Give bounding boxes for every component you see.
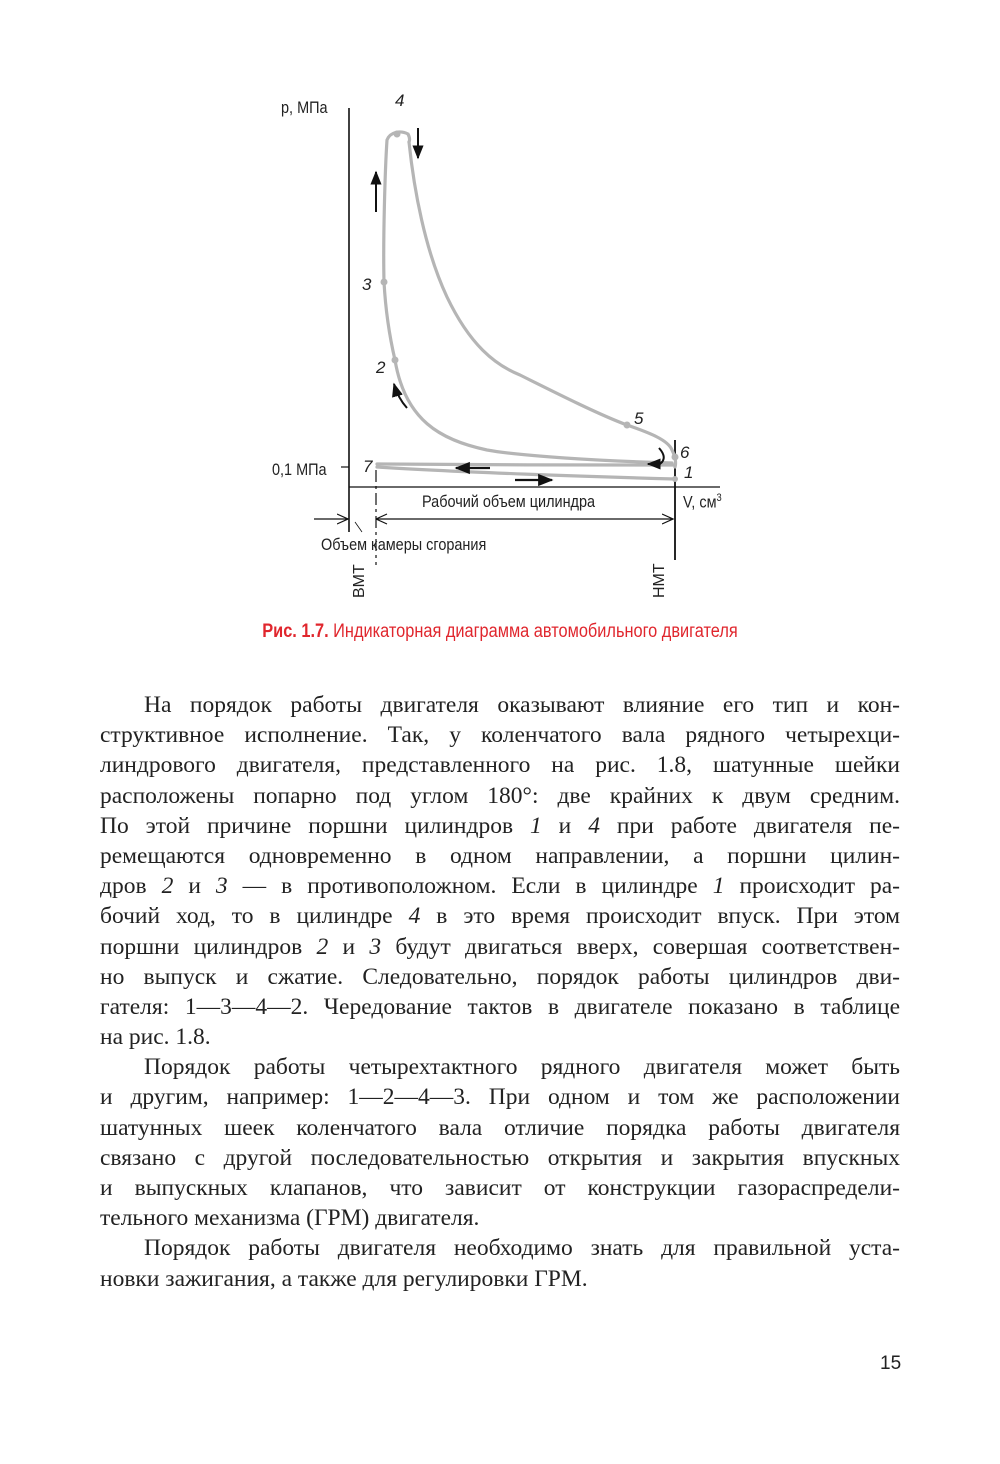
text-segment: По этой причине поршни цилиндров: [100, 812, 530, 839]
text-segment: и: [541, 812, 589, 839]
paragraph-line: [100, 1082, 900, 1112]
paragraph-line: [100, 750, 900, 780]
text-segment: структивное исполнение. Так, у коленчатого вала рядного четырехци-: [100, 722, 900, 749]
text-segment: тельного механизма (ГРМ) двигателя.: [100, 1205, 480, 1232]
compression-combustion-curve: [384, 132, 672, 463]
text-segment: шатунных шеек коленчатого вала отличие порядка работы двигателя: [100, 1114, 900, 1141]
text-segment: и: [173, 873, 216, 900]
paragraph-line: [100, 811, 900, 841]
italic-number: 2: [161, 873, 174, 900]
paragraph-line: [100, 1233, 900, 1263]
paragraph-line: [100, 1203, 900, 1233]
paragraph-line: [100, 1264, 900, 1294]
point-label-4: 4: [395, 91, 405, 110]
text-segment: связано с другой последовательностью открытия и закрытия впускных: [100, 1144, 900, 1171]
pressure-tick-label: 0,1 МПа: [272, 460, 327, 479]
text-segment: и выпускных клапанов, что зависит от конструкции газораспредели-: [100, 1175, 900, 1201]
text-segment: поршни цилиндров: [100, 933, 317, 960]
italic-number: 1: [529, 812, 542, 839]
indicator-diagram-figure: [0, 0, 1000, 620]
indicator-diagram: [0, 0, 1000, 620]
paragraph-line: [100, 1052, 900, 1082]
point-label-3: 3: [362, 275, 372, 294]
x-axis-label-sup: 3: [716, 492, 722, 504]
y-axis-label: p, МПа: [281, 98, 328, 117]
text-segment: Порядок работы четырехтактного рядного двигателя может быть: [144, 1054, 900, 1081]
body-text: [100, 690, 900, 1294]
paragraph-line: [100, 720, 900, 750]
paragraph-line: [100, 901, 900, 931]
italic-number: 2: [316, 933, 329, 960]
text-segment: при работе двигателя пе-: [599, 812, 900, 839]
bdc-label: НМТ: [651, 563, 668, 598]
working-volume-label: Рабочий объем цилиндра: [422, 492, 596, 511]
point-label-1: 1: [684, 463, 694, 482]
text-segment: линдрового двигателя, представленного на рис. 1.8, шатунные шейки: [100, 752, 900, 779]
x-axis-label: [683, 492, 722, 513]
paragraph-line: [100, 1173, 900, 1203]
point-label-2: 2: [376, 358, 386, 377]
italic-number: 4: [408, 903, 421, 930]
paragraph-line: [100, 992, 900, 1022]
figure-title: Индикаторная диаграмма автомобильного двигателя: [333, 621, 738, 642]
text-segment: происходит ра-: [724, 873, 900, 900]
paragraph-line: [100, 1022, 900, 1052]
text-segment: дров: [100, 873, 162, 900]
text-segment: расположены попарно под углом 180°: две крайних к двум средним.: [100, 782, 900, 809]
exhaust-line: [377, 464, 675, 465]
italic-number: 3: [369, 933, 382, 960]
cycle-points: [381, 131, 679, 483]
cycle-curve: [377, 132, 676, 479]
paragraph-line: [100, 841, 900, 871]
text-segment: бочий ход, то в цилиндре: [100, 903, 409, 930]
text-segment: Порядок работы двигателя необходимо знать для правильной уста-: [144, 1235, 900, 1262]
paragraph-line: [100, 932, 900, 962]
paragraph-line: [100, 962, 900, 992]
tdc-label: ВМТ: [351, 564, 368, 598]
paragraph-line: [100, 690, 900, 720]
text-segment: но выпуск и сжатие. Следовательно, порядок работы цилиндров дви-: [100, 963, 900, 990]
text-segment: На порядок работы двигателя оказывают влияние его тип и кон-: [144, 692, 900, 718]
x-axis-label-text: V, см: [683, 492, 717, 512]
italic-number: 3: [215, 873, 228, 900]
text-segment: на рис. 1.8.: [100, 1024, 211, 1051]
text-segment: гателя: 1—3—4—2. Чередование тактов в двигателе показано в таблице: [100, 993, 900, 1020]
text-segment: новки зажигания, а также для регулировки ГРМ.: [100, 1265, 588, 1292]
text-segment: ремещаются одновременно в одном направлении, а поршни цилин-: [100, 842, 900, 869]
text-segment: в это время происходит впуск. При этом: [420, 903, 900, 930]
paragraph-line: [100, 1143, 900, 1173]
chamber-volume-label: Объем камеры сгорания: [321, 535, 487, 554]
paragraph-line: [100, 781, 900, 811]
paragraph-line: [100, 1113, 900, 1143]
italic-number: 1: [712, 873, 725, 900]
chamber-leader: [355, 522, 362, 532]
text-segment: будут двигаться вверх, совершая соответствен-: [381, 933, 900, 960]
intake-line: [377, 467, 675, 479]
text-segment: — в противоположном. Если в цилиндре: [227, 873, 713, 900]
point-label-7: 7: [363, 457, 373, 476]
paragraph-line: [100, 871, 900, 901]
figure-number: Рис. 1.7.: [262, 621, 329, 642]
point-label-5: 5: [634, 409, 644, 428]
point-label-6: 6: [680, 443, 690, 462]
text-segment: и другим, например: 1—2—4—3. При одном и том же расположении: [100, 1084, 900, 1111]
page-number: 15: [880, 1353, 902, 1374]
figure-caption: [70, 621, 930, 643]
text-segment: и: [328, 933, 370, 960]
italic-number: 4: [588, 812, 600, 839]
